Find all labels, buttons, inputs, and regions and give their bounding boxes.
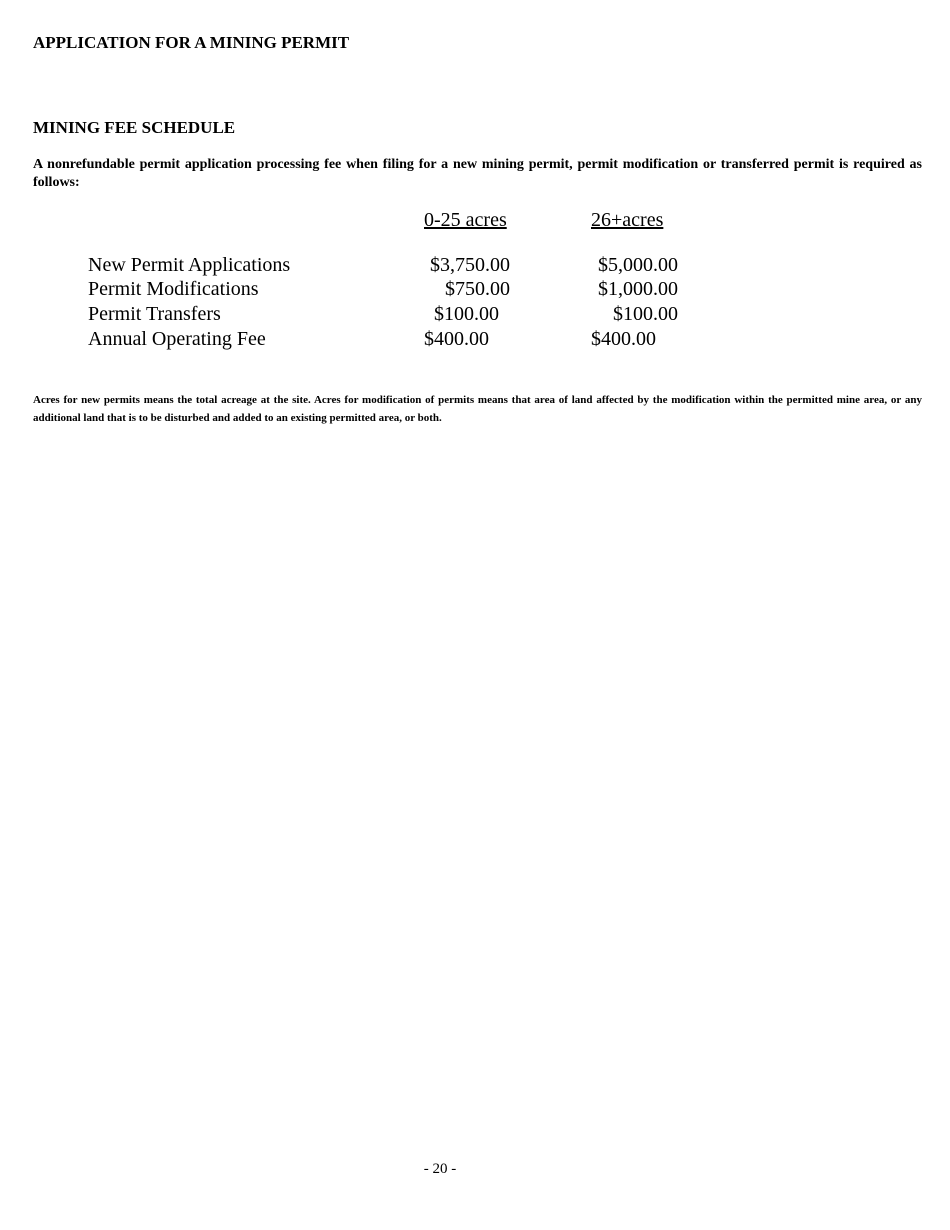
fee-26-plus-acres: $1,000.00 [598, 278, 678, 300]
fee-label: Permit Transfers [88, 303, 221, 325]
fee-0-25-acres: $3,750.00 [430, 254, 510, 276]
fee-label: Annual Operating Fee [88, 328, 266, 350]
table-row [0, 303, 950, 328]
column-header-26-plus-acres: 26+acres [591, 209, 664, 231]
column-header-0-25-acres: 0-25 acres [424, 209, 507, 231]
page-number: - 20 - [423, 1161, 457, 1177]
intro-paragraph: A nonrefundable permit application processing fee when filing for a new mining permit, permit modification or transferred permit is required as follows: [33, 157, 922, 190]
fee-26-plus-acres: $400.00 [591, 328, 656, 350]
fee-0-25-acres: $100.00 [434, 303, 499, 325]
section-title: MINING FEE SCHEDULE [33, 118, 236, 137]
fee-0-25-acres: $400.00 [424, 328, 489, 350]
table-row [0, 254, 950, 279]
fee-label: New Permit Applications [88, 254, 291, 276]
fee-0-25-acres: $750.00 [445, 278, 510, 300]
table-row [0, 278, 950, 303]
document-title: APPLICATION FOR A MINING PERMIT [33, 33, 350, 52]
table-row [0, 328, 950, 353]
fee-26-plus-acres: $100.00 [613, 303, 678, 325]
fee-26-plus-acres: $5,000.00 [598, 254, 678, 276]
fee-label: Permit Modifications [88, 278, 259, 300]
acreage-note: Acres for new permits means the total acreage at the site. Acres for modification of permits means that area of land affected by the modification within the permitted mine area, or any additional land that is to be disturbed and added to an existing permitted area, or both. [33, 394, 922, 424]
